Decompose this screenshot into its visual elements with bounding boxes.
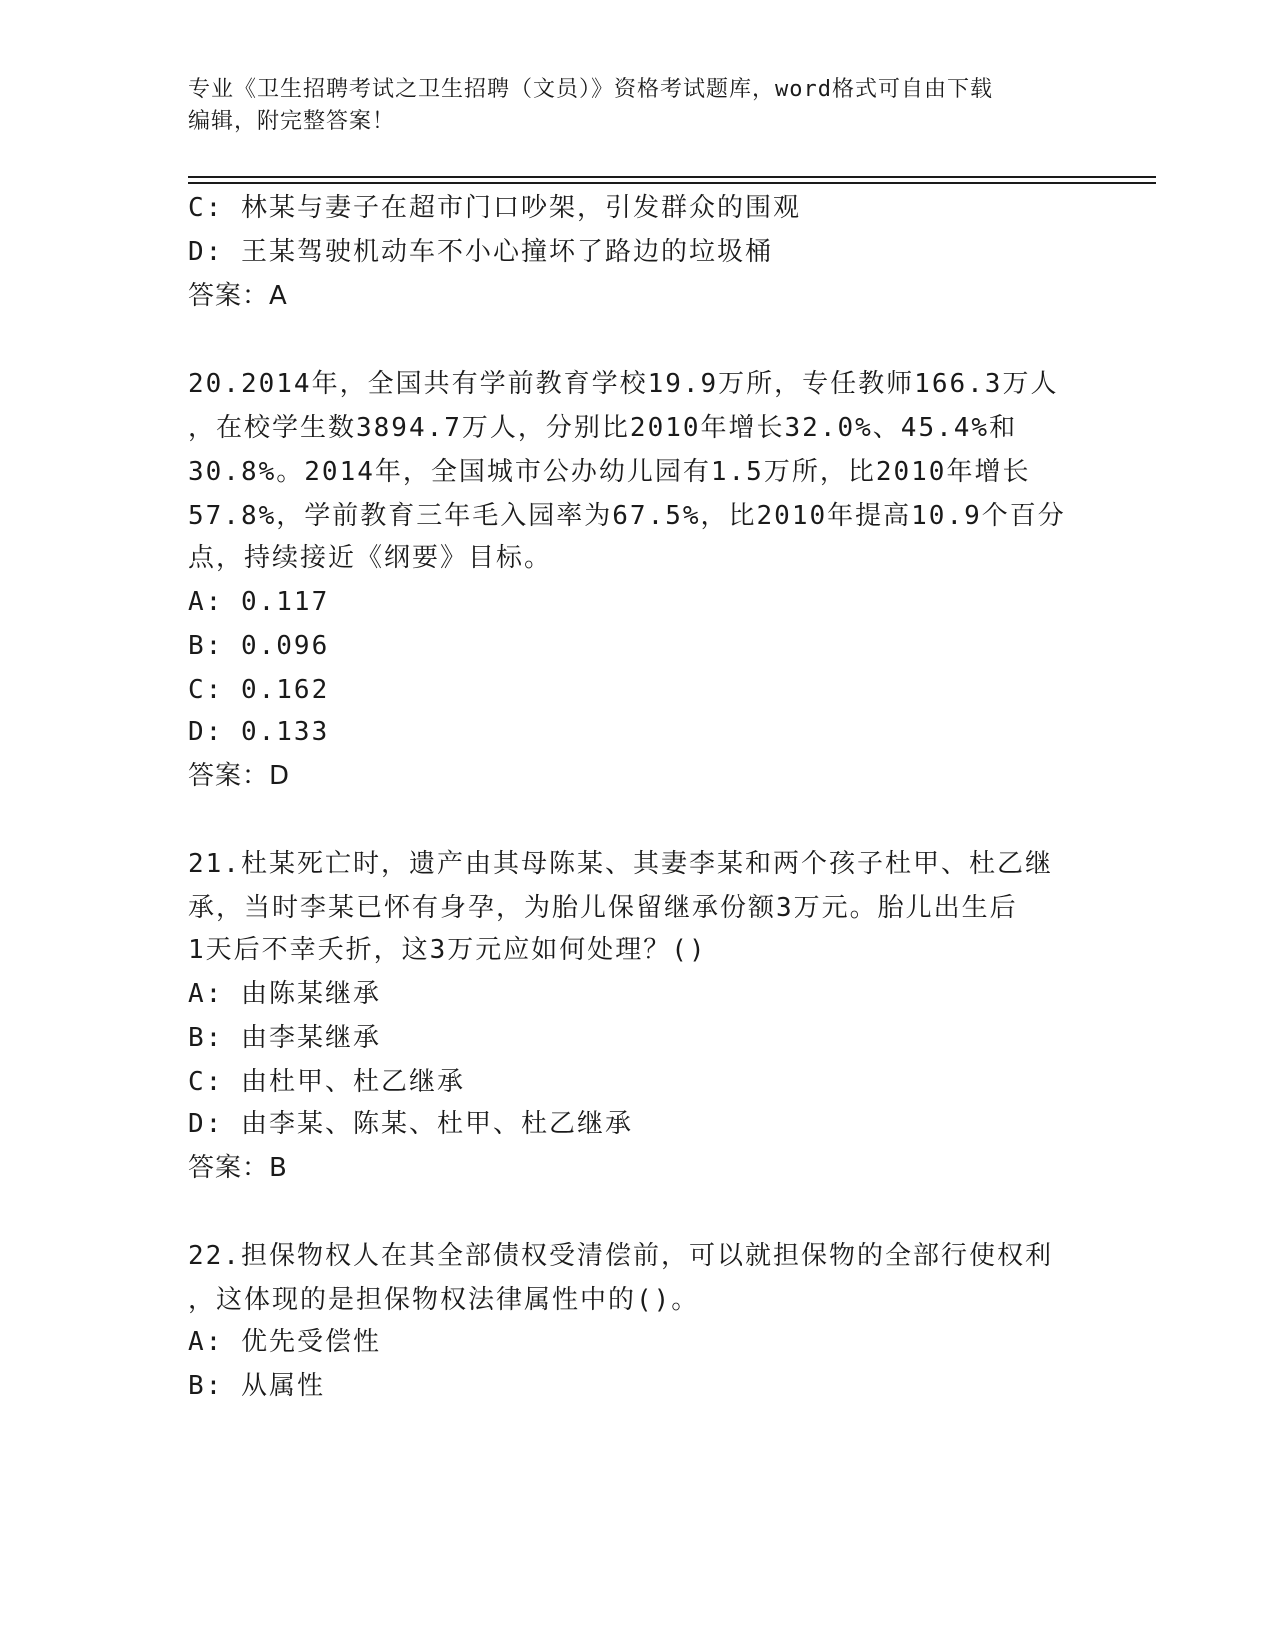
q20-stem-line-3: 30.8%。2014年，全国城市公办幼儿园有1.5万所，比2010年增长: [188, 457, 1031, 487]
document-header: [188, 74, 1088, 138]
q20-answer: 答案：D: [188, 761, 291, 791]
q21-option-d: D: 由李某、陈某、杜甲、杜乙继承: [188, 1109, 633, 1139]
header-rule-top: [188, 176, 1156, 178]
q22-stem-line-1: 22.担保物权人在其全部债权受清偿前，可以就担保物的全部行使权利: [188, 1241, 1053, 1271]
q21-option-b: B: 由李某继承: [188, 1023, 381, 1053]
q20-option-b: B: 0.096: [188, 631, 330, 661]
q21-stem-line-1: 21.杜某死亡时，遗产由其母陈某、其妻李某和两个孩子杜甲、杜乙继: [188, 849, 1053, 879]
q20-option-d: D: 0.133: [188, 717, 330, 747]
q22-option-b: B: 从属性: [188, 1371, 325, 1401]
q20-option-a: A: 0.117: [188, 587, 330, 617]
q21-stem-line-2: 承，当时李某已怀有身孕，为胎儿保留继承份额3万元。胎儿出生后: [188, 893, 1018, 923]
prev-option-d: D: 王某驾驶机动车不小心撞坏了路边的垃圾桶: [188, 237, 773, 267]
q20-stem-line-1: 20.2014年，全国共有学前教育学校19.9万所，专任教师166.3万人: [188, 369, 1059, 399]
q20-stem-line-2: ，在校学生数3894.7万人，分别比2010年增长32.0%、45.4%和: [188, 413, 1018, 443]
q21-answer: 答案：B: [188, 1153, 288, 1183]
header-line-2: 编辑，附完整答案！: [188, 109, 396, 134]
prev-answer: 答案：A: [188, 281, 288, 311]
prev-option-c: C: 林某与妻子在超市门口吵架，引发群众的围观: [188, 193, 801, 223]
q20-stem-line-4: 57.8%，学前教育三年毛入园率为67.5%，比2010年提高10.9个百分: [188, 501, 1066, 531]
q20-option-c: C: 0.162: [188, 675, 330, 705]
header-line-1: 专业《卫生招聘考试之卫生招聘（文员）》资格考试题库，word格式可自由下载: [188, 77, 993, 102]
q21-option-a: A: 由陈某继承: [188, 979, 381, 1009]
q22-option-a: A: 优先受偿性: [188, 1327, 381, 1357]
q21-stem-line-3: 1天后不幸夭折，这3万元应如何处理？(): [188, 935, 707, 965]
q21-option-c: C: 由杜甲、杜乙继承: [188, 1067, 465, 1097]
q20-stem-line-5: 点，持续接近《纲要》目标。: [188, 543, 553, 573]
q22-stem-line-2: ，这体现的是担保物权法律属性中的()。: [188, 1285, 700, 1315]
header-rule-bottom: [188, 182, 1156, 184]
